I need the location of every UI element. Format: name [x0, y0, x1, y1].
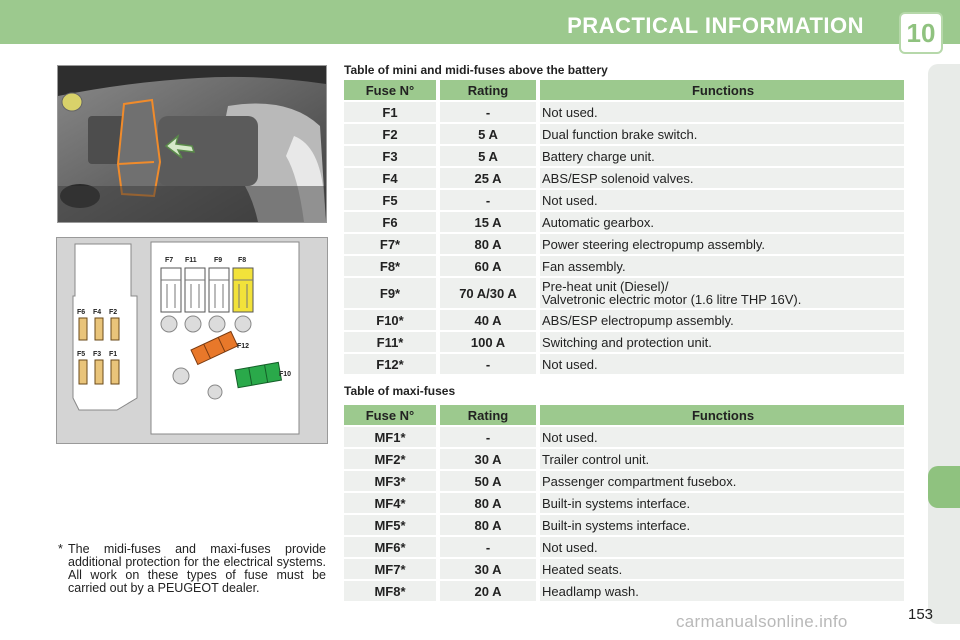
fuse-number: F4: [344, 168, 436, 188]
column-header-rating: Rating: [440, 405, 536, 425]
fuse-function: Fan assembly.: [540, 256, 904, 276]
table-row: [344, 515, 904, 535]
maxi-fuse-table: [344, 405, 904, 603]
table-row: [344, 212, 904, 232]
mini-midi-table-title: Table of mini and midi-fuses above the battery: [344, 63, 608, 77]
fuse-function: [540, 278, 904, 308]
fuse-function: Not used.: [540, 537, 904, 557]
chapter-tab[interactable]: [928, 466, 960, 508]
table-row: [344, 102, 904, 122]
table-row: [344, 146, 904, 166]
table-row: [344, 124, 904, 144]
fuse-rating: 80 A: [440, 493, 536, 513]
fuse-rating: 30 A: [440, 559, 536, 579]
maxi-table-title: Table of maxi-fuses: [344, 384, 456, 398]
column-header-fuse: Fuse N°: [344, 405, 436, 425]
table-row: [344, 449, 904, 469]
diagram-label-f10: F10: [279, 371, 292, 378]
diagram-label-f3: F3: [93, 351, 102, 358]
side-panel: [928, 64, 960, 624]
fuse-number: F5: [344, 190, 436, 210]
column-header-functions: Functions: [540, 405, 904, 425]
diagram-label-f12: F12: [237, 343, 250, 350]
table-row: [344, 493, 904, 513]
fuse-function: Trailer control unit.: [540, 449, 904, 469]
table-header-row: [344, 405, 904, 425]
fuse-rating: 25 A: [440, 168, 536, 188]
diagram-label-f4: F4: [93, 309, 102, 316]
fuse-rating: 80 A: [440, 515, 536, 535]
fuse-number: MF2*: [344, 449, 436, 469]
fuse-function: Not used.: [540, 190, 904, 210]
fuse-number: F12*: [344, 354, 436, 374]
fuse-function: Not used.: [540, 354, 904, 374]
fuse-function: ABS/ESP solenoid valves.: [540, 168, 904, 188]
diagram-label-f11: F11: [185, 257, 197, 264]
table-row: [344, 190, 904, 210]
column-header-fuse: Fuse N°: [344, 80, 436, 100]
fuse-rating: -: [440, 102, 536, 122]
fuse-number: F8*: [344, 256, 436, 276]
fuse-function: Headlamp wash.: [540, 581, 904, 601]
fuse-number: MF5*: [344, 515, 436, 535]
mini-midi-fuse-table: [344, 80, 904, 376]
fuse-rating: 40 A: [440, 310, 536, 330]
column-header-rating: Rating: [440, 80, 536, 100]
table-header-row: [344, 80, 904, 100]
fuse-rating: -: [440, 354, 536, 374]
fuse-function: Power steering electropump assembly.: [540, 234, 904, 254]
fuse-number: F6: [344, 212, 436, 232]
table-row: [344, 537, 904, 557]
table-row: [344, 471, 904, 491]
fuse-function: Heated seats.: [540, 559, 904, 579]
chapter-badge: [901, 14, 941, 52]
fuse-function: Dual function brake switch.: [540, 124, 904, 144]
fuse-number: MF1*: [344, 427, 436, 447]
fusebox-diagram: [56, 237, 328, 444]
diagram-label-f2: F2: [109, 309, 118, 316]
fusebox-illustration: [57, 238, 327, 443]
fuse-function: Built-in systems interface.: [540, 493, 904, 513]
fuse-rating: -: [440, 427, 536, 447]
chapter-number: 10: [906, 18, 936, 48]
page-title: PRACTICAL INFORMATION: [567, 13, 864, 38]
table-row: [344, 310, 904, 330]
fuse-number: F10*: [344, 310, 436, 330]
table-row: [344, 332, 904, 352]
fuse-rating: 80 A: [440, 234, 536, 254]
fuse-rating: -: [440, 537, 536, 557]
fuse-number: MF8*: [344, 581, 436, 601]
fuse-function: Passenger compartment fusebox.: [540, 471, 904, 491]
fuse-number: MF6*: [344, 537, 436, 557]
fuse-number: F1: [344, 102, 436, 122]
fuse-number: F9*: [344, 278, 436, 308]
fuse-function: ABS/ESP electropump assembly.: [540, 310, 904, 330]
diagram-label-f5: F5: [77, 351, 86, 358]
page-number: 153: [908, 606, 934, 623]
fuse-function: Automatic gearbox.: [540, 212, 904, 232]
fuse-number: F3: [344, 146, 436, 166]
fuse-function: Not used.: [540, 102, 904, 122]
fuse-rating: 30 A: [440, 449, 536, 469]
fuse-number: MF7*: [344, 559, 436, 579]
fuse-number: MF3*: [344, 471, 436, 491]
fuse-function: Not used.: [540, 427, 904, 447]
table-row: [344, 256, 904, 276]
fuse-function-line-2: Valvetronic electric motor (1.6 litre THP 16V).: [542, 292, 802, 307]
fuse-rating: 5 A: [440, 124, 536, 144]
fuse-rating: 50 A: [440, 471, 536, 491]
fuse-function-line-1: Pre-heat unit (Diesel)/: [542, 279, 669, 294]
fuse-function: Battery charge unit.: [540, 146, 904, 166]
fuse-number: MF4*: [344, 493, 436, 513]
fuse-rating: -: [440, 190, 536, 210]
footnote-text: The midi-fuses and maxi-fuses provide additional protection for the electrical systems. All work on these types of fuse must be carried out by a PEUGEOT dealer.: [68, 542, 326, 595]
table-row: [344, 234, 904, 254]
table-row: [344, 168, 904, 188]
footnote-asterisk: *: [58, 542, 63, 556]
fuse-rating: 70 A/30 A: [440, 278, 536, 308]
diagram-label-f1: F1: [109, 351, 118, 358]
column-header-functions: Functions: [540, 80, 904, 100]
fuse-number: F11*: [344, 332, 436, 352]
fuse-rating: 15 A: [440, 212, 536, 232]
engine-bay-photo: [57, 65, 327, 223]
diagram-label-f6: F6: [77, 309, 86, 316]
footnote: [58, 543, 326, 595]
fuse-number: F7*: [344, 234, 436, 254]
diagram-label-f7: F7: [165, 257, 174, 264]
fuse-function: Built-in systems interface.: [540, 515, 904, 535]
table-row: [344, 581, 904, 601]
diagram-label-f8: F8: [238, 257, 247, 264]
fuse-number: F2: [344, 124, 436, 144]
table-row: [344, 278, 904, 308]
table-row: [344, 354, 904, 374]
fuse-rating: 20 A: [440, 581, 536, 601]
fuse-rating: 60 A: [440, 256, 536, 276]
fuse-function: Switching and protection unit.: [540, 332, 904, 352]
watermark: carmanualsonline.info: [676, 612, 848, 631]
engine-bay-illustration: [58, 66, 326, 222]
table-row: [344, 559, 904, 579]
fuse-rating: 5 A: [440, 146, 536, 166]
fuse-rating: 100 A: [440, 332, 536, 352]
table-row: [344, 427, 904, 447]
diagram-label-f9: F9: [214, 257, 223, 264]
